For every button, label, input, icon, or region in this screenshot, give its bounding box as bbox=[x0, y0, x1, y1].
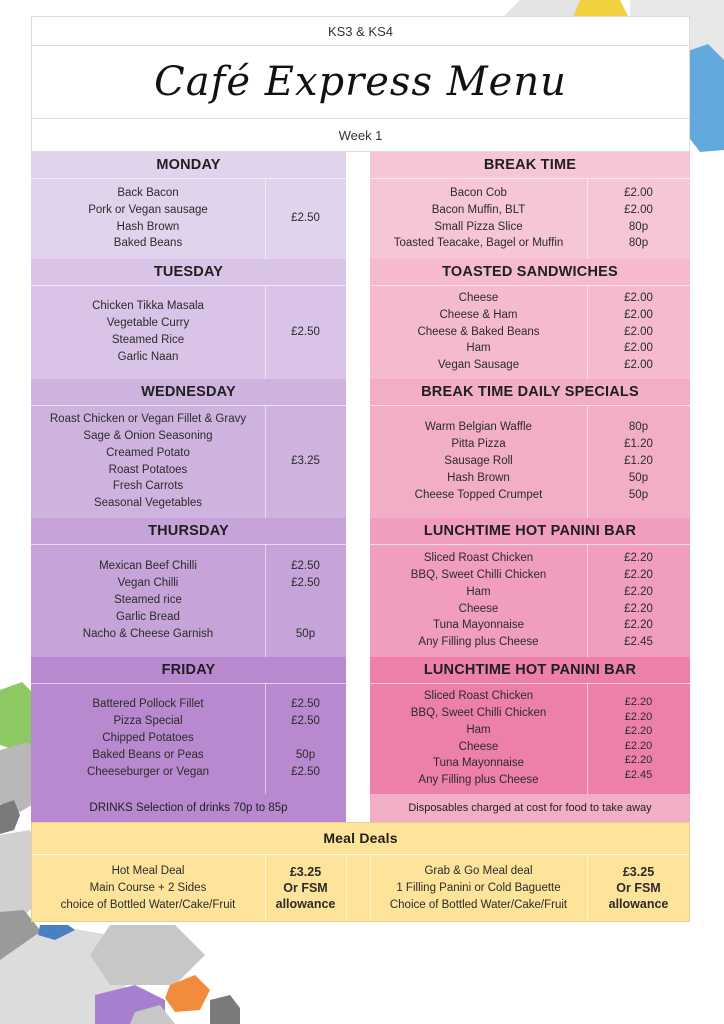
menu-item: Ham bbox=[466, 723, 491, 736]
menu-item: Pitta Pizza bbox=[451, 438, 506, 451]
menu-item: Sage & Onion Seasoning bbox=[83, 429, 213, 442]
day-tuesday-prices bbox=[265, 285, 346, 379]
menu-item: Cheese Topped Crumpet bbox=[414, 488, 543, 501]
price: £2.50 bbox=[291, 325, 320, 338]
menu-item: Ham bbox=[466, 342, 491, 355]
menu-item: Any Filling plus Cheese bbox=[418, 774, 539, 787]
section-lunchtime-hot-panini-bar-2-body bbox=[370, 683, 690, 794]
menu-item: Cheese bbox=[458, 740, 499, 753]
price: 80p bbox=[628, 421, 649, 434]
menu-item: Garlic Naan bbox=[117, 350, 179, 363]
menu-item: Tuna Mayonnaise bbox=[433, 619, 524, 632]
menu-item: Cheese bbox=[458, 291, 499, 304]
price: £2.50 bbox=[291, 765, 320, 778]
menu-item: Cheese & Baked Beans bbox=[417, 325, 540, 338]
menu-item: Warm Belgian Waffle bbox=[425, 421, 532, 434]
price: £1.20 bbox=[624, 455, 653, 468]
section-toasted-sandwiches-header: TOASTED SANDWICHES bbox=[370, 259, 690, 285]
menu-item: Hash Brown bbox=[116, 220, 180, 233]
section-lunchtime-hot-panini-bar-items bbox=[370, 544, 587, 657]
price: £2.50 bbox=[291, 560, 320, 573]
price: £2.20 bbox=[624, 754, 653, 766]
price: £2.50 bbox=[291, 698, 320, 711]
price: 50p bbox=[295, 748, 316, 761]
section-toasted-sandwiches-prices bbox=[587, 285, 690, 379]
price: 50p bbox=[628, 488, 649, 501]
hot-meal-deal bbox=[31, 854, 265, 922]
day-wednesday-items bbox=[31, 405, 265, 518]
menu-item: Nacho & Cheese Garnish bbox=[82, 627, 214, 640]
hot-meal-price-line: allowance bbox=[275, 897, 336, 911]
hot-meal-price-line: £3.25 bbox=[289, 865, 322, 879]
hot-meal-line: Hot Meal Deal bbox=[111, 864, 185, 877]
menu-item: Any Filling plus Cheese bbox=[418, 636, 539, 649]
menu-item: Sausage Roll bbox=[444, 455, 513, 468]
section-lunchtime-hot-panini-bar-2-header: LUNCHTIME HOT PANINI BAR bbox=[370, 657, 690, 683]
day-friday-body bbox=[31, 683, 346, 794]
meal-deals-header: Meal Deals bbox=[31, 822, 690, 854]
section-toasted-sandwiches-items bbox=[370, 285, 587, 379]
menu-item: Sliced Roast Chicken bbox=[423, 689, 534, 702]
menu-item: Battered Pollock Fillet bbox=[92, 698, 204, 711]
price: £2.50 bbox=[291, 577, 320, 590]
price: £2.20 bbox=[624, 585, 653, 598]
price: £2.00 bbox=[624, 359, 653, 372]
menu-item: Sliced Roast Chicken bbox=[423, 551, 534, 564]
day-thursday-items bbox=[31, 544, 265, 657]
price: £2.50 bbox=[291, 212, 320, 225]
section-break-time-items bbox=[370, 178, 587, 259]
grab-deal-line: Grab & Go Meal deal bbox=[424, 864, 533, 877]
menu-item: Chicken Tikka Masala bbox=[92, 300, 204, 313]
hot-meal-line: Main Course + 2 Sides bbox=[89, 881, 207, 894]
day-friday-items bbox=[31, 683, 265, 794]
day-tuesday-header: TUESDAY bbox=[31, 259, 346, 285]
price: £2.00 bbox=[624, 203, 653, 216]
day-monday-prices bbox=[265, 178, 346, 259]
menu-item: Vegetable Curry bbox=[106, 317, 190, 330]
price: £2.45 bbox=[624, 636, 653, 649]
section-lunchtime-hot-panini-bar-body bbox=[370, 544, 690, 657]
menu-item: Steamed rice bbox=[114, 594, 182, 607]
title-row bbox=[31, 46, 690, 118]
day-monday-body bbox=[31, 178, 346, 259]
price: £1.20 bbox=[624, 438, 653, 451]
hot-meal-price bbox=[265, 854, 346, 922]
price: £2.20 bbox=[624, 619, 653, 632]
price: £2.20 bbox=[624, 739, 653, 752]
menu-item: Bacon Muffin, BLT bbox=[431, 203, 526, 216]
menu-item: Roast Chicken or Vegan Fillet & Gravy bbox=[49, 412, 247, 425]
disposables-note: Disposables charged at cost for food to take away bbox=[370, 794, 690, 822]
menu-item: Pizza Special bbox=[113, 715, 183, 728]
section-lunchtime-hot-panini-bar-2-prices bbox=[587, 683, 690, 794]
menu-item: Hash Brown bbox=[447, 471, 510, 484]
menu-item: Seasonal Vegetables bbox=[93, 497, 203, 510]
section-break-time-body bbox=[370, 178, 690, 259]
menu-item: Back Bacon bbox=[117, 186, 179, 199]
section-break-time-daily-specials-items bbox=[370, 405, 587, 518]
day-monday-header: MONDAY bbox=[31, 152, 346, 178]
menu-item: Baked Beans or Peas bbox=[92, 748, 204, 761]
day-thursday-prices bbox=[265, 544, 346, 657]
price: £2.20 bbox=[624, 696, 653, 708]
hot-meal-price-line: Or FSM bbox=[283, 881, 328, 895]
section-toasted-sandwiches-body bbox=[370, 285, 690, 379]
section-lunchtime-hot-panini-bar-2-items bbox=[370, 683, 587, 794]
grab-deal-price-line: Or FSM bbox=[616, 881, 661, 895]
meal-deals-body bbox=[31, 854, 690, 922]
menu-item: Tuna Mayonnaise bbox=[433, 757, 524, 770]
section-break-time-daily-specials-prices bbox=[587, 405, 690, 518]
menu-item: Small Pizza Slice bbox=[434, 220, 523, 233]
menu-item: Mexican Beef Chilli bbox=[99, 560, 197, 573]
section-break-time-daily-specials-body bbox=[370, 405, 690, 518]
section-lunchtime-hot-panini-bar-prices bbox=[587, 544, 690, 657]
menu-item: Chipped Potatoes bbox=[102, 732, 194, 745]
price: £2.20 bbox=[624, 551, 653, 564]
price: £2.20 bbox=[624, 725, 653, 737]
section-break-time-header: BREAK TIME bbox=[370, 152, 690, 178]
menu-item: Roast Potatoes bbox=[108, 463, 188, 476]
section-break-time-daily-specials-header: BREAK TIME DAILY SPECIALS bbox=[370, 379, 690, 405]
menu-item: Steamed Rice bbox=[111, 334, 185, 346]
day-wednesday-prices bbox=[265, 405, 346, 518]
drinks-note: DRINKS Selection of drinks 70p to 85p bbox=[31, 794, 346, 822]
day-monday-items bbox=[31, 178, 265, 259]
day-friday-header: FRIDAY bbox=[31, 657, 346, 683]
menu-item: Garlic Bread bbox=[116, 610, 180, 623]
grab-deal-line: 1 Filling Panini or Cold Baguette bbox=[396, 881, 561, 894]
grab-and-go-deal bbox=[370, 854, 587, 922]
menu-item: Bacon Cob bbox=[450, 186, 507, 199]
price: 50p bbox=[295, 627, 316, 640]
price: £2.00 bbox=[624, 291, 653, 304]
menu-item: BBQ, Sweet Chilli Chicken bbox=[410, 568, 547, 581]
price: £2.00 bbox=[624, 342, 653, 355]
day-wednesday-header: WEDNESDAY bbox=[31, 379, 346, 405]
bottom-hexagons bbox=[0, 925, 240, 1024]
menu-item: Ham bbox=[466, 585, 491, 598]
day-wednesday-body bbox=[31, 405, 346, 518]
menu-item: Baked Beans bbox=[113, 237, 183, 250]
grab-deal-price-line: £3.25 bbox=[622, 865, 655, 879]
price: 50p bbox=[628, 471, 649, 484]
day-tuesday-items bbox=[31, 285, 265, 379]
day-thursday-body bbox=[31, 544, 346, 657]
grab-deal-price bbox=[587, 854, 690, 922]
price: £2.20 bbox=[624, 568, 653, 581]
menu-item: Cheese & Ham bbox=[439, 308, 518, 321]
price: £2.00 bbox=[624, 325, 653, 338]
menu-item: Cheeseburger or Vegan bbox=[86, 765, 210, 778]
page-title: Café Express Menu bbox=[154, 59, 567, 105]
price: £2.00 bbox=[624, 308, 653, 321]
menu-item: Pork or Vegan sausage bbox=[88, 203, 208, 216]
menu-sheet bbox=[31, 16, 690, 922]
section-lunchtime-hot-panini-bar-header: LUNCHTIME HOT PANINI BAR bbox=[370, 518, 690, 544]
grab-deal-price-line: allowance bbox=[608, 897, 669, 911]
menu-item: Cheese bbox=[458, 602, 499, 615]
menu-item: Vegan Sausage bbox=[437, 359, 520, 372]
price: 80p bbox=[628, 237, 649, 250]
price: 80p bbox=[628, 220, 649, 233]
day-thursday-header: THURSDAY bbox=[31, 518, 346, 544]
price: £2.50 bbox=[291, 715, 320, 728]
menu-item: Toasted Teacake, Bagel or Muffin bbox=[393, 237, 564, 250]
menu-item: Vegan Chilli bbox=[117, 577, 179, 590]
menu-item: Creamed Potato bbox=[106, 446, 190, 459]
day-tuesday-body bbox=[31, 285, 346, 379]
price: £2.00 bbox=[624, 186, 653, 199]
stage-label: KS3 & KS4 bbox=[31, 16, 690, 46]
hot-meal-line: choice of Bottled Water/Cake/Fruit bbox=[60, 898, 236, 911]
section-break-time-prices bbox=[587, 178, 690, 259]
week-label: Week 1 bbox=[31, 118, 690, 152]
price: £2.45 bbox=[624, 768, 653, 781]
price: £3.25 bbox=[291, 455, 320, 468]
menu-item: Fresh Carrots bbox=[112, 480, 184, 493]
price: £2.20 bbox=[624, 710, 653, 723]
menu-item: BBQ, Sweet Chilli Chicken bbox=[410, 706, 547, 719]
grab-deal-line: Choice of Bottled Water/Cake/Fruit bbox=[389, 898, 568, 911]
day-friday-prices bbox=[265, 683, 346, 794]
price: £2.20 bbox=[624, 602, 653, 615]
